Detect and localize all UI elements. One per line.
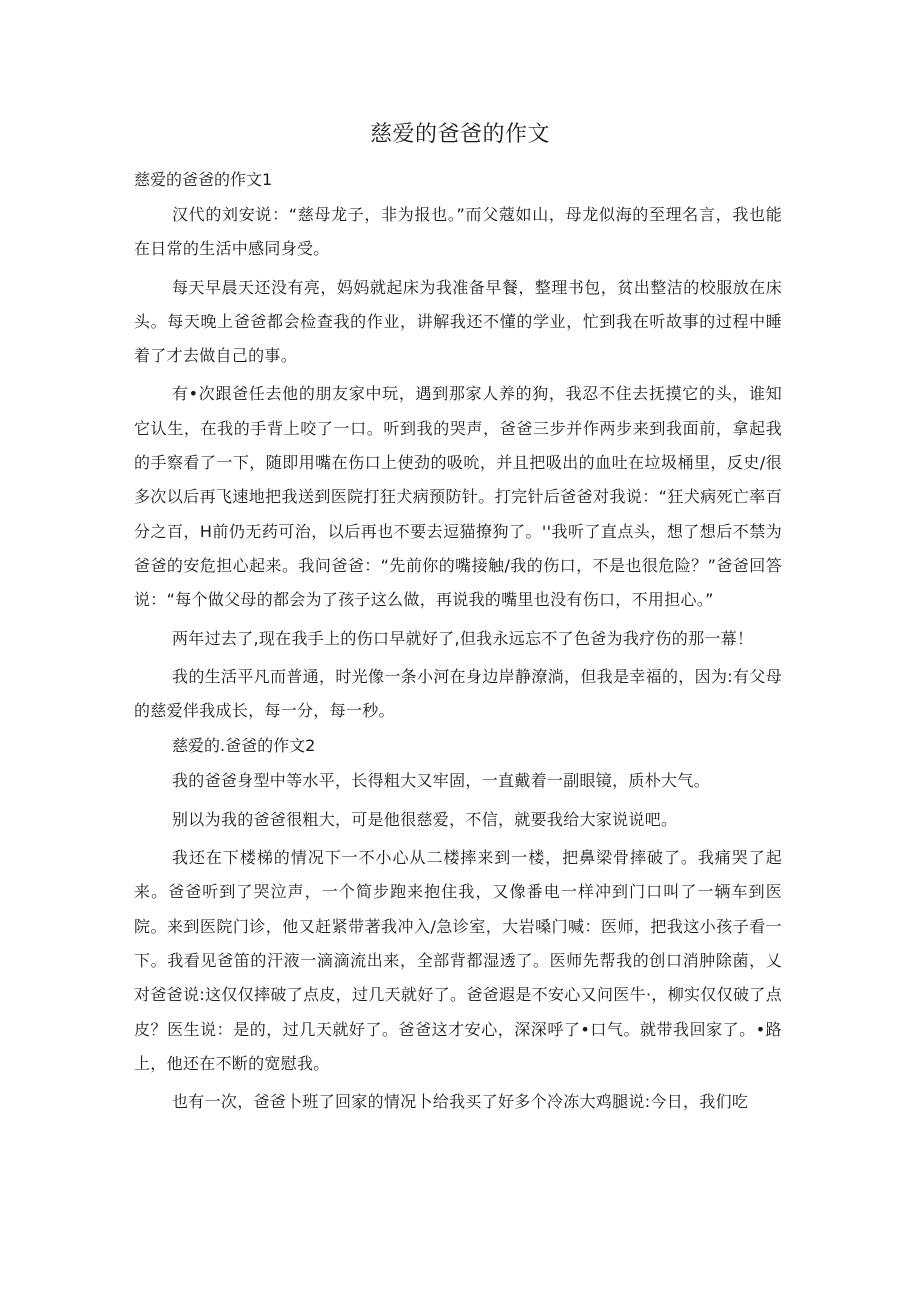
section-2-paragraph-1: 我的爸爸身型中等水平，长得粗大又牢固，一直戴着一副眼镜，质朴大气。: [172, 771, 710, 791]
document-body: [134, 166, 782, 1123]
section-1-heading: 慈爱的爸爸的作文1: [134, 170, 273, 189]
section-2-heading: 慈爱的.爸爸的作文2: [172, 736, 316, 756]
section-1-paragraph-1: 汉代的刘安说：“慈母龙子，非为报也。”而父蔻如山，母龙似海的至理名言，我也能在日常的生活中感同身受。: [134, 205, 782, 259]
section-1-paragraph-5: 我的生活平凡而普通，时光像一条小河在身边岸静潦淌，但我是幸福的，因为:有父母的慈爱伴我成长，每一分，每一秒。: [134, 666, 782, 721]
document-title: 慈爱的爸爸的作文: [369, 122, 550, 147]
section-1-paragraph-2: 每天早晨天还没有亮，妈妈就起床为我准备早餐，整理书包，贫出整洁的校服放在床头。每天晚上爸爸都会检查我的作业，讲解我还不懂的学业，忙到我在听故事的过程中睡着了才去做自己的事。: [134, 277, 782, 366]
section-2-paragraph-4: 也有一次，爸爸卜班了回家的情况卜给我买了好多个冷冻大鸡腿说:今日，我们吃: [172, 1092, 749, 1112]
section-2-paragraph-3: 我还在下楼梯的情况下一不小心从二楼摔来到一楼，把鼻梁骨摔破了。我痛哭了起来。爸爸听到了哭泣声，一个简步跑来抱住我，又像番电一样冲到门口叫了一辆车到医院。来到医院门诊，他又赶紧带著我冲入/急诊室，大岩嗓门喊：医师，把我这小孩子看一下。我看见爸笛的汗液一滴滴流出来，全部背都湿透了。医师先帮我的创口消肿除菌，乂对爸爸说:这仅仅摔破了点皮，过几天就好了。爸爸遐是不安心又问医牛·，柳实仅仅破了点皮？医生说：是的，过几天就好了。爸爸这才安心，深深呼了•口气。就带我回家了。•路上，他还在不断的宽慰我。: [134, 848, 782, 1073]
section-1-paragraph-4: 两年过去了,现在我手上的伤口早就好了,但我永远忘不了色爸为我疗伤的那一幕！: [172, 628, 754, 648]
section-1-paragraph-3: 有•次跟爸任去他的朋友家中玩，遇到那家人养的狗，我忍不住去抚摸它的头，谁知它认生，在我的手背上咬了一口。听到我的哭声，爸爸三步并作两步来到我面前，拿起我的手察看了一下，随即用嘴在伤口上使劲的吸吮，并且把吸出的血吐在垃圾桶里，反史/很多次以后再飞速地把我送到医院打狂犬病预防针。打完针后爸爸对我说：“狂犬病死亡率百分之百，H前仍无药可治，以后再也不要去逗猫撩狗了。''我听了直点头，想了想后不禁为爸爸的安危担心起来。我问爸爸：“先前你的嘴接触/我的伤口，不是也很危险？”爸爸回答说：“每个做父母的都会为了孩子这么做，再说我的嘴里也没有伤口，不用担心。”: [134, 384, 782, 610]
section-2-paragraph-2: 别以为我的爸爸很粗大，可是他很慈爱，不信，就要我给大家说说吧。: [172, 809, 678, 829]
